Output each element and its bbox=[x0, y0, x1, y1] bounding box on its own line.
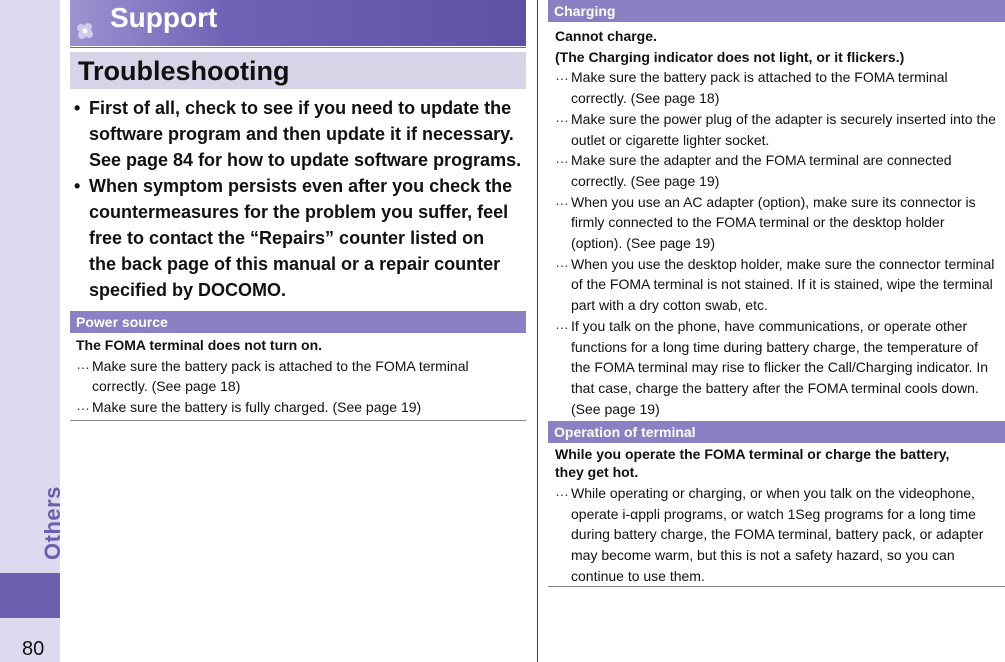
power-source-section bbox=[76, 335, 522, 418]
bullet-mark: • bbox=[74, 98, 81, 118]
item-lead: … bbox=[76, 355, 89, 372]
item-lead: … bbox=[555, 483, 568, 499]
remedy-item: … While operating or charging, or when you talk on the videophone, operate i-αppli programs, or watch 1Seg programs for a long time during battery charge, the FOMA terminal, battery pack, or adapter may become warm, but this is not a safety hazard, so you can continue to use them. bbox=[555, 483, 984, 584]
column-divider bbox=[537, 0, 538, 662]
intro-bullet-text: First of all, check to see if you need to update the software program and then update it if necessary. See page 84 for how to update software programs. bbox=[89, 98, 522, 170]
remedy-item: … Make sure the battery pack is attached to the FOMA terminal correctly. (See page 18) bbox=[76, 355, 469, 395]
intro-bullet-text: When symptom persists even after you check the countermeasures for the problem you suffer, feel free to contact the “Repairs” counter listed on the back page of this manual or a repair counter specified by DOCOMO. bbox=[89, 176, 513, 300]
item-lead: … bbox=[555, 191, 568, 208]
page-number: 80 bbox=[22, 638, 45, 660]
banner-underline bbox=[70, 47, 526, 48]
sidebar-tab bbox=[0, 0, 60, 662]
page-title: Troubleshooting bbox=[78, 56, 290, 86]
symptom-question: The FOMA terminal does not turn on. bbox=[76, 337, 323, 353]
intro-bullets bbox=[72, 95, 522, 303]
section-title: Support bbox=[110, 2, 218, 33]
symptom-question-detail: (The Charging indicator does not light, or it flickers.) bbox=[555, 48, 905, 65]
item-lead: … bbox=[555, 315, 568, 332]
section-banner bbox=[70, 0, 526, 46]
charging-header: Charging bbox=[548, 0, 1005, 22]
symptom-question: Cannot charge. bbox=[555, 28, 657, 44]
section-rule bbox=[70, 420, 526, 421]
page-title-bar bbox=[70, 52, 526, 89]
symptom-question: While you operate the FOMA terminal or charge the battery, they get hot. bbox=[555, 446, 950, 480]
sidebar-marker bbox=[0, 573, 60, 618]
power-source-header: Power source bbox=[70, 311, 526, 333]
sidebar-chapter-label: Others bbox=[40, 486, 65, 560]
flower-icon bbox=[74, 20, 96, 42]
intro-bullet bbox=[72, 95, 522, 173]
remedy-item: … Make sure the adapter and the FOMA terminal are connected correctly. (See page 19) bbox=[555, 150, 952, 189]
operation-section bbox=[555, 445, 1001, 587]
remedy-item: … When you use the desktop holder, make sure the connector terminal of the FOMA terminal is not stained. If it is stained, wipe the terminal part with a dry cotton swab, etc. bbox=[555, 253, 995, 314]
remedy-item: … When you use an AC adapter (option), make sure its connector is firmly connected to the FOMA terminal or the desktop holder (option). (See page 19) bbox=[555, 191, 976, 252]
item-lead: … bbox=[555, 108, 568, 125]
intro-bullet bbox=[72, 173, 514, 303]
remedy-item: … Make sure the power plug of the adapter is securely inserted into the outlet or cigarette lighter socket. bbox=[555, 108, 996, 148]
bullet-mark: • bbox=[74, 176, 81, 196]
remedy-item: … If you talk on the phone, have communications, or operate other functions for a long time during battery charge, the temperature of the FOMA terminal may rise to flicker the Call/Charging indicator. In that case, charge the battery after the FOMA terminal cools down. (See page 19) bbox=[555, 315, 989, 417]
item-lead: … bbox=[555, 150, 568, 167]
charging-section bbox=[555, 26, 1001, 419]
section-rule bbox=[548, 586, 1005, 587]
item-lead: … bbox=[76, 397, 89, 414]
item-lead: … bbox=[555, 253, 568, 270]
operation-header: Operation of terminal bbox=[548, 421, 1005, 443]
remedy-item: … Make sure the battery pack is attached to the FOMA terminal correctly. (See page 18) bbox=[555, 67, 948, 107]
item-lead: … bbox=[555, 67, 568, 84]
remedy-item: … Make sure the battery is fully charged. (See page 19) bbox=[76, 397, 422, 416]
